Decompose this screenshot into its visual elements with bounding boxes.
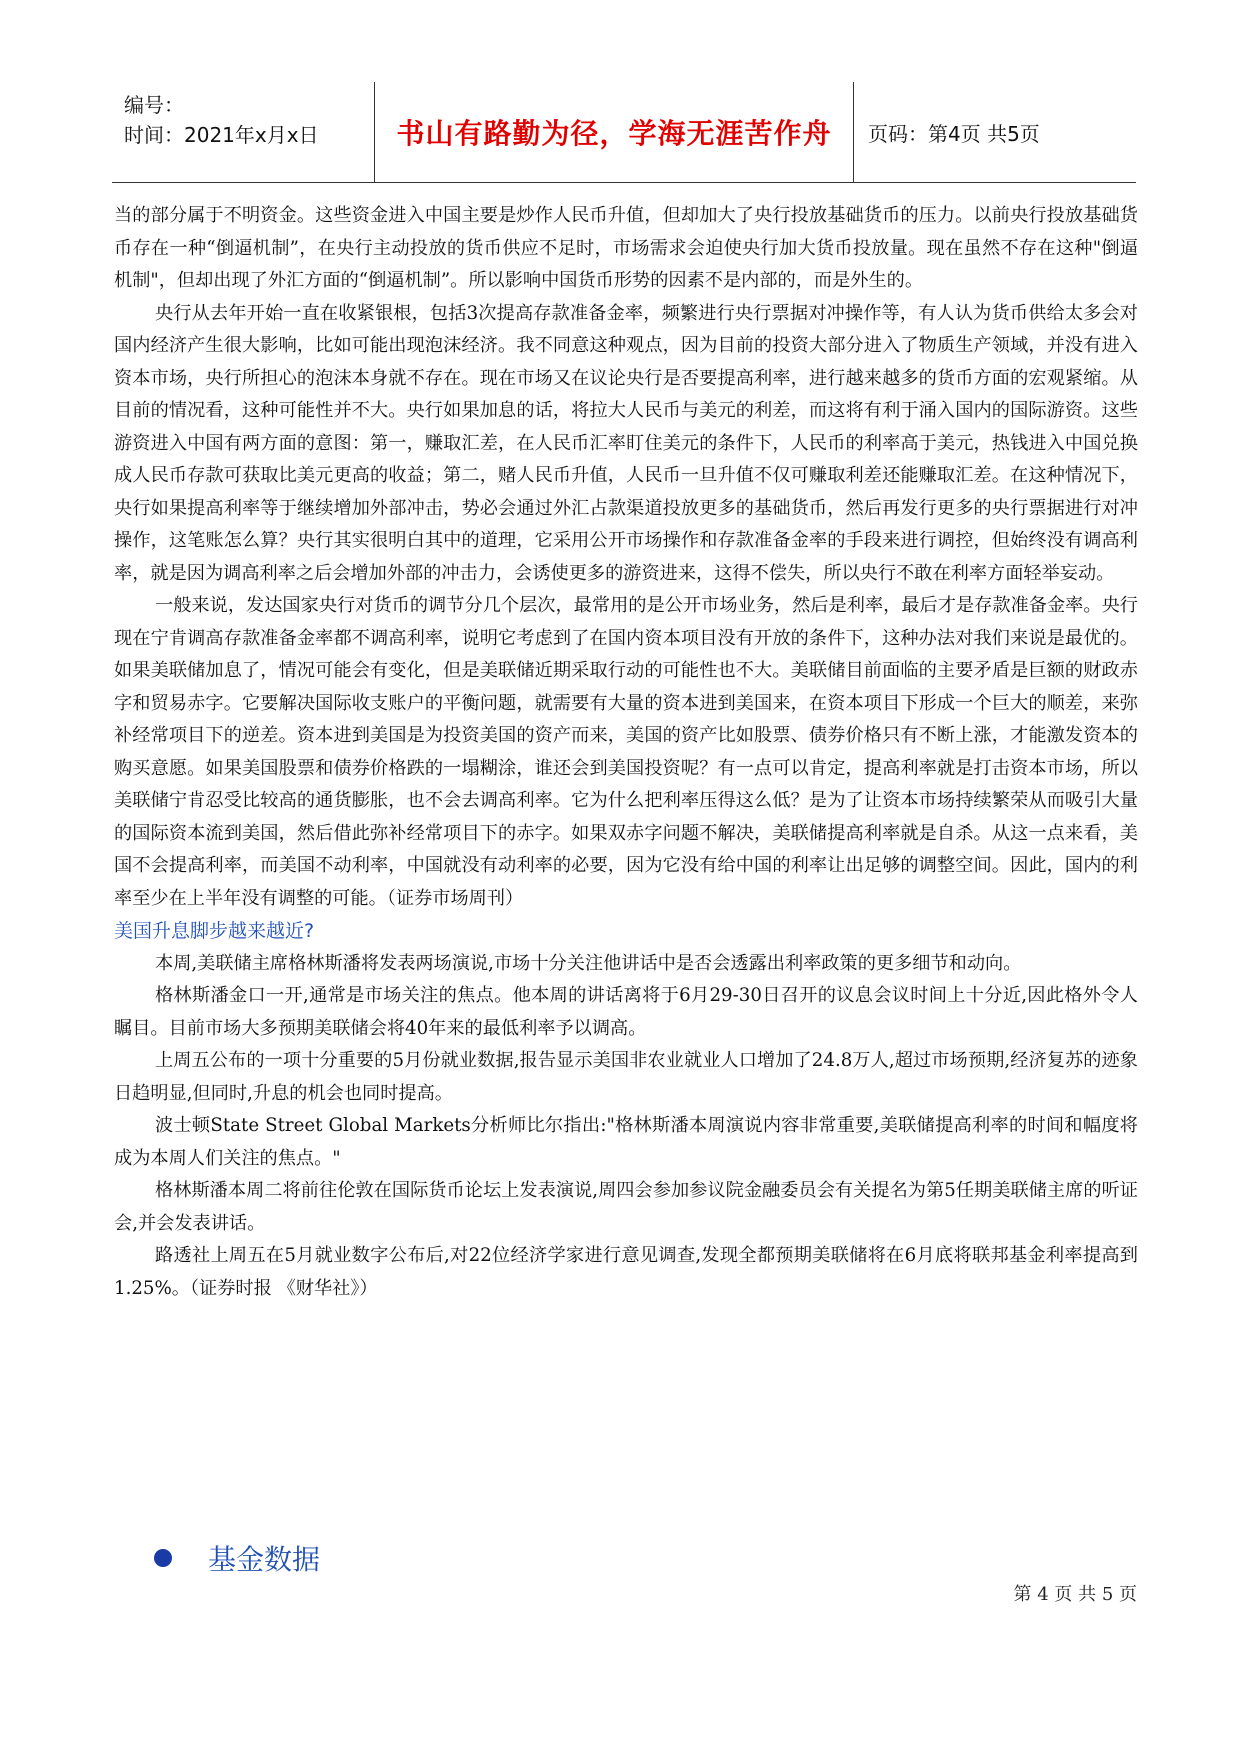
news-paragraph: 格林斯潘本周二将前往伦敦在国际货币论坛上发表演说,周四会参加参议院金融委员会有关提名为第5任期美联储主席的听证会,并会发表讲话。 — [114, 1180, 1138, 1234]
article-subheading: 美国升息脚步越来越近? — [114, 920, 315, 942]
news-paragraph: 路透社上周五在5月就业数字公布后,对22位经济学家进行意见调查,发现全都预期美联储将在6月底将联邦基金利率提高到1.25%。（证券时报 《财华社》） — [114, 1245, 1138, 1299]
bullet-icon — [154, 1549, 172, 1567]
header-page-number: 页码：第4页 共5页 — [868, 121, 1040, 146]
document-time-label: 时间：2021年x月x日 — [124, 123, 319, 147]
header-motto-cell — [374, 82, 854, 182]
section-title: 基金数据 — [208, 1543, 321, 1576]
news-paragraph: 上周五公布的一项十分重要的5月份就业数据,报告显示美国非农业就业人口增加了24.8万人,超过市场预期,经济复苏的迹象日趋明显,但同时,升息的机会也同时提高。 — [114, 1050, 1138, 1104]
page-header — [112, 82, 1136, 183]
news-paragraph: 格林斯潘金口一开,通常是市场关注的焦点。他本周的讲话离将于6月29-30日召开的议息会议时间上十分近,因此格外令人瞩目。目前市场大多预期美联储会将40年来的最低利率予以调高。 — [114, 985, 1138, 1039]
section-heading — [154, 1538, 320, 1578]
document-body — [114, 200, 1138, 1305]
news-paragraph: 波士顿State Street Global Markets分析师比尔指出:"格林斯潘本周演说内容非常重要,美联储提高利率的时间和幅度将成为本周人们关注的焦点。" — [114, 1115, 1138, 1169]
header-info — [124, 90, 374, 150]
paragraph: 一般来说，发达国家央行对货币的调节分几个层次，最常用的是公开市场业务，然后是利率，最后才是存款准备金率。央行现在宁肯调高存款准备金率都不调高利率，说明它考虑到了在国内资本项目没有开放的条件下，这种办法对我们来说是最优的。如果美联储加息了，情况可能会有变化，但是美联储近期采取行动的可能性也不大。美联储目前面临的主要矛盾是巨额的财政赤字和贸易赤字。它要解决国际收支账户的平衡问题，就需要有大量的资本进到美国来，在资本项目下形成一个巨大的顺差，来弥补经常项目下的逆差。资本进到美国是为投资美国的资产而来，美国的资产比如股票、债券价格只有不断上涨，才能激发资本的购买意愿。如果美国股票和债券价格跌的一塌糊涂，谁还会到美国投资呢？有一点可以肯定，提高利率就是打击资本市场，所以美联储宁肯忍受比较高的通货膨胀，也不会去调高利率。它为什么把利率压得这么低？是为了让资本市场持续繁荣从而吸引大量的国际资本流到美国，然后借此弥补经常项目下的赤字。如果双赤字问题不解决，美联储提高利率就是自杀。从这一点来看，美国不会提高利率，而美国不动利率，中国就没有动利率的必要，因为它没有给中国的利率让出足够的调整空间。因此，国内的利率至少在上半年没有调整的可能。（证券市场周刊） — [114, 595, 1138, 909]
news-paragraph: 本周,美联储主席格林斯潘将发表两场演说,市场十分关注他讲话中是否会透露出利率政策的更多细节和动向。 — [155, 952, 1022, 974]
paragraph: 央行从去年开始一直在收紧银根，包括3次提高存款准备金率，频繁进行央行票据对冲操作等，有人认为货币供给太多会对国内经济产生很大影响，比如可能出现泡沫经济。我不同意这种观点，因为目前的投资大部分进入了物质生产领域，并没有进入资本市场，央行所担心的泡沫本身就不存在。现在市场又在议论央行是否要提高利率，进行越来越多的货币方面的宏观紧缩。从目前的情况看，这种可能性并不大。央行如果加息的话，将拉大人民币与美元的利差，而这将有利于涌入国内的国际游资。这些游资进入中国有两方面的意图：第一，赚取汇差，在人民币汇率盯住美元的条件下，人民币的利率高于美元，热钱进入中国兑换成人民币存款可获取比美元更高的收益；第二，赌人民币升值，人民币一旦升值不仅可赚取利差还能赚取汇差。在这种情况下，央行如果提高利率等于继续增加外部冲击，势必会通过外汇占款渠道投放更多的基础货币，然后再发行更多的央行票据进行对冲操作，这笔账怎么算？央行其实很明白其中的道理，它采用公开市场操作和存款准备金率的手段来进行调控，但始终没有调高利率，就是因为调高利率之后会增加外部的冲击力，会诱使更多的游资进来，这得不偿失，所以央行不敢在利率方面轻举妄动。 — [114, 302, 1138, 584]
header-motto: 书山有路勤为径，学海无涯苦作舟 — [396, 117, 832, 150]
paragraph-continuation: 当的部分属于不明资金。这些资金进入中国主要是炒作人民币升值，但却加大了央行投放基础货币的压力。以前央行投放基础货币存在一种“倒逼机制”，在央行主动投放的货币供应不足时，市场需求会迫使央行加大货币投放量。现在虽然不存在这种"倒逼机制"，但却出现了外汇方面的“倒逼机制”。所以影响中国货币形势的因素不是内部的，而是外生的。 — [114, 205, 1138, 291]
document-number-label: 编号： — [124, 93, 184, 117]
page-footer: 第 4 页 共 5 页 — [1013, 1584, 1137, 1605]
